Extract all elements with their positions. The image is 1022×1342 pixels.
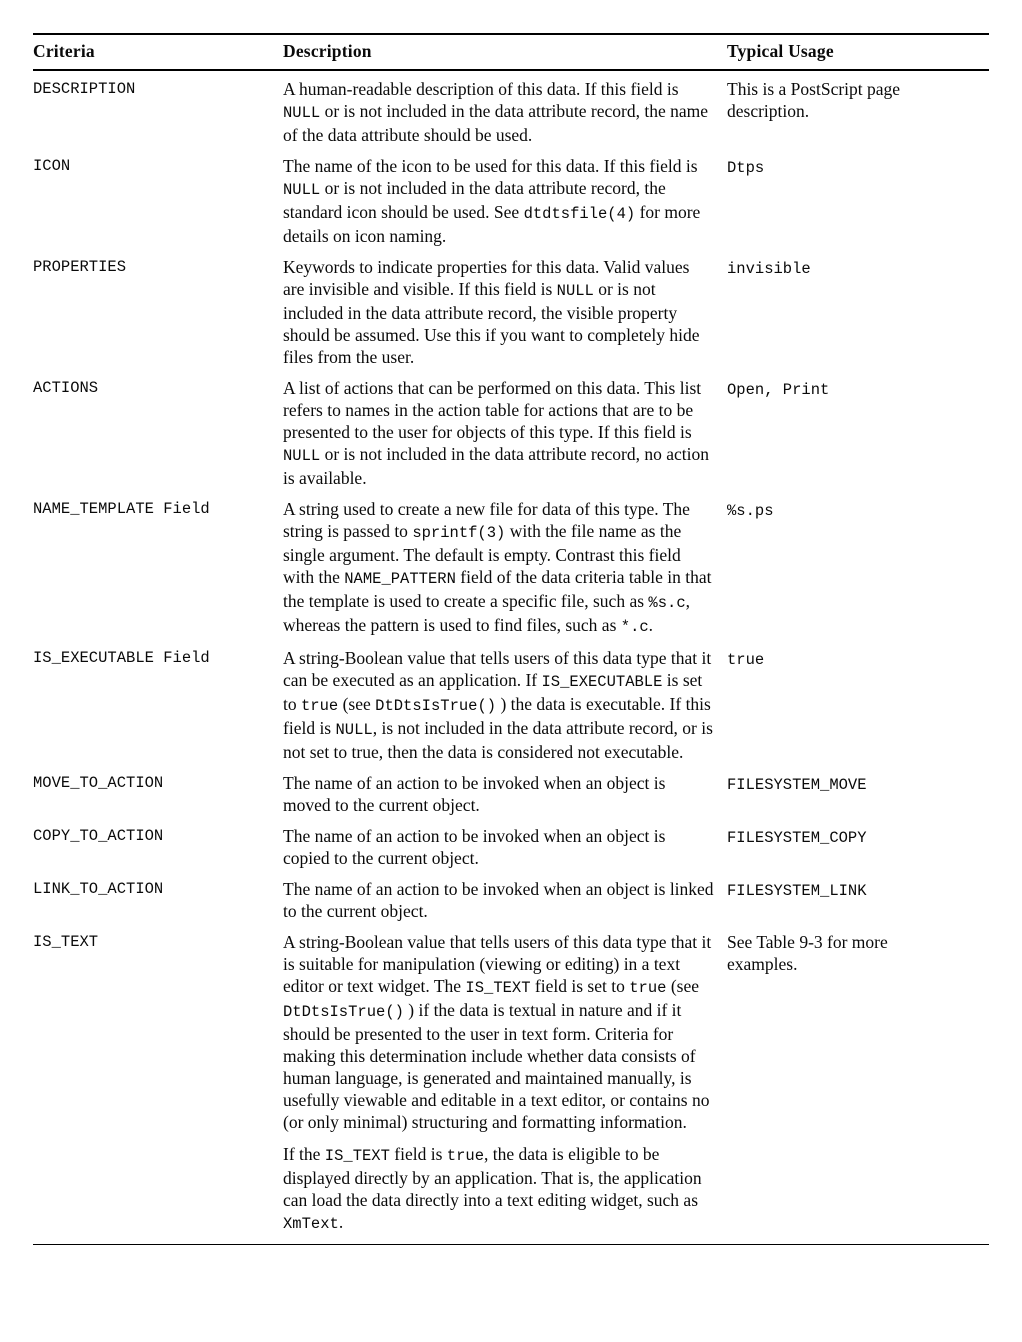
description-cell [283,647,727,763]
description-cell [283,78,727,146]
column-header-criteria: Criteria [33,41,95,61]
criteria-cell: LINK_TO_ACTION [33,879,164,898]
usage-cell [727,256,989,368]
inline-code: DtDtsIsTrue() [283,1002,404,1021]
description-paragraph: The name of the icon to be used for this data. If this field is NULL or is not included in the data attribute record, the standard icon should be used. See dtdtsfile(4) for more details on icon naming. [283,155,701,246]
inline-code: true [727,650,765,669]
criteria-cell: COPY_TO_ACTION [33,826,164,845]
inline-code: FILESYSTEM_MOVE [727,775,867,794]
inline-code: dtdtsfile(4) [523,204,636,223]
inline-code: NULL [283,446,321,465]
description-paragraph: The name of an action to be invoked when an object is moved to the current object. [283,772,666,815]
table-row [33,647,989,763]
usage-cell [727,498,989,638]
column-header-typical-usage: Typical Usage [727,41,834,61]
usage-cell [727,377,989,489]
criteria-cell: NAME_TEMPLATE Field [33,499,210,518]
inline-code: true [446,1146,485,1165]
inline-code: invisible [727,259,811,278]
table-bottom-rule [33,1244,989,1246]
table-row [33,377,989,489]
inline-code: NULL [335,720,373,739]
inline-code: NULL [556,281,594,300]
document-page [33,33,989,1245]
description-paragraph: If the IS_TEXT field is true, the data is eligible to be displayed directly by an application. That is, the application can load the data directly into a text editing widget, such as XmText. [283,1143,702,1233]
description-paragraph: The name of an action to be invoked when an object is copied to the current object. [283,825,666,868]
inline-code: IS_TEXT [324,1146,390,1165]
criteria-cell: PROPERTIES [33,257,127,276]
description-paragraph: A human-readable description of this data. If this field is NULL or is not included in the data attribute record, the name of the data attribute should be used. [283,78,709,145]
inline-code: %s.ps [727,501,774,520]
table-row [33,825,989,869]
table-row [33,772,989,816]
inline-code: FILESYSTEM_LINK [727,881,867,900]
description-paragraph: Keywords to indicate properties for this data. Valid values are invisible and visible. If this field is NULL or is not included in the data attribute record, the visible property should be assumed. Use this if you want to completely hide files from the user. [283,256,700,367]
table-row [33,78,989,146]
description-cell [283,256,727,368]
usage-cell [727,825,989,869]
inline-code: Open, Print [727,380,830,399]
description-paragraph: A string-Boolean value that tells users of this data type that it is suitable for manipulation (viewing or editing) in a text editor or text widget. The IS_TEXT field is set to true (see DtDtsIsTrue() ) if the data is textual in nature and if it should be presented to the user in text form. Criteria for making this determination include whether data consists of human language, is generated and maintained manually, is usefully viewable and editable in a text editor, or contains no (or only minimal) structuring and formatting information. [283,931,712,1132]
inline-code: %s.c [648,593,686,612]
description-cell [283,498,727,638]
inline-code: IS_TEXT [465,978,531,997]
criteria-cell: MOVE_TO_ACTION [33,773,164,792]
criteria-cell: DESCRIPTION [33,79,136,98]
inline-code: XmText [283,1214,339,1233]
table-row [33,256,989,368]
table-row [33,931,989,1235]
usage-cell [727,155,989,247]
table-row [33,498,989,638]
inline-code: NULL [283,103,321,122]
description-cell [283,878,727,922]
inline-code: sprintf(3) [412,523,506,542]
description-cell [283,155,727,247]
usage-cell [727,772,989,816]
inline-code: DtDtsIsTrue() [375,696,497,715]
description-paragraph: A string-Boolean value that tells users of this data type that it can be executed as an application. If IS_EXECUTABLE is set to true (see DtDtsIsTrue() ) the data is executable. If this field is NULL, is not included in the data attribute record, or is not set to true, then the data is considered not executable. [283,647,713,762]
criteria-cell: IS_TEXT [33,932,99,951]
table-row [33,878,989,922]
inline-code: IS_EXECUTABLE [541,672,663,691]
criteria-cell: ICON [33,156,71,175]
inline-code: NAME_PATTERN [344,569,456,588]
column-header-description: Description [283,41,372,61]
criteria-cell: IS_EXECUTABLE Field [33,648,210,667]
table-header-row [33,35,989,69]
usage-cell: See Table 9-3 for more examples. [727,931,888,974]
description-cell [283,377,727,489]
table-rows [33,71,989,1235]
description-cell [283,772,727,816]
description-paragraph: A list of actions that can be performed on this data. This list refers to names in the action table for actions that are to be presented to the user for objects of this type. If this field is NULL or is not included in the data attribute record, no action is available. [283,377,709,488]
inline-code: Dtps [727,158,765,177]
usage-cell [727,878,989,922]
table-row [33,155,989,247]
inline-code: *.c [620,617,649,636]
inline-code: true [629,978,667,997]
description-paragraph: A string used to create a new file for data of this type. The string is passed to sprintf(3) with the file name as the single argument. The default is empty. Contrast this field with the NAME_PATTERN field of the data criteria table in that the template is used to create a specific file, such as %s.c, whereas the pattern is used to find files, such as *.c. [283,498,712,636]
inline-code: FILESYSTEM_COPY [727,828,867,847]
inline-code: true [301,696,339,715]
description-paragraph: The name of an action to be invoked when an object is linked to the current object. [283,878,714,921]
description-cell [283,825,727,869]
description-cell [283,931,727,1235]
criteria-cell: ACTIONS [33,378,99,397]
usage-cell [727,647,989,763]
usage-cell: This is a PostScript page description. [727,78,901,121]
inline-code: NULL [283,180,321,199]
